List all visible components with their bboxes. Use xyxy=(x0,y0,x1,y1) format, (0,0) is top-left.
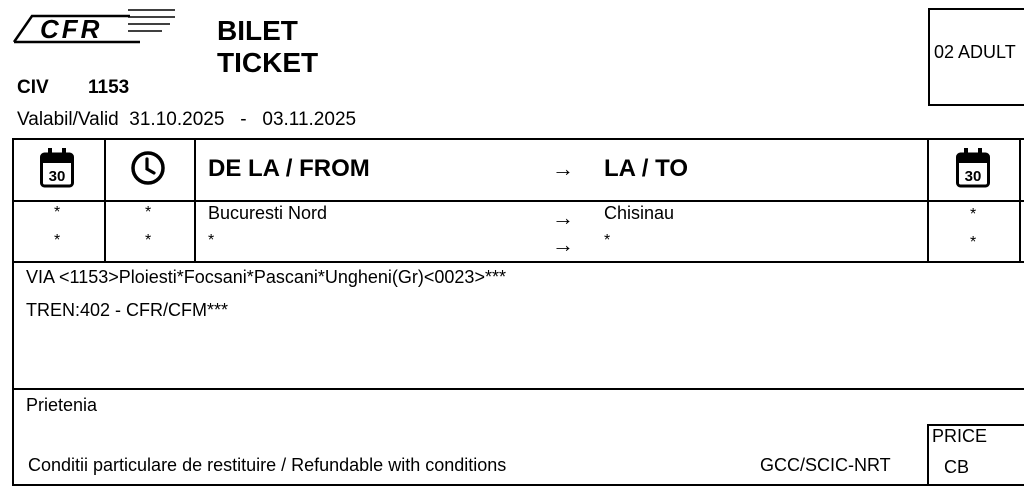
row1-date: * xyxy=(54,204,61,221)
row2-to: * xyxy=(604,232,611,249)
row2-date: * xyxy=(54,232,61,249)
row1-time: * xyxy=(145,204,152,221)
ticket-title-ro: BILET xyxy=(217,15,298,46)
arrow-icon: → xyxy=(552,205,574,230)
route-via: VIA <1153>Ploiesti*Focsani*Pascani*Ungheni(Gr)<0023>*** xyxy=(26,267,506,287)
row1-to: Chisinau xyxy=(604,203,675,223)
calendar-icon xyxy=(956,148,990,188)
row2-time: * xyxy=(145,232,152,249)
gcc-code: GCC/SCIC-NRT xyxy=(760,455,891,475)
offer-name: Prietenia xyxy=(26,395,98,415)
from-header: DE LA / FROM xyxy=(208,155,370,182)
price-label: PRICE xyxy=(932,426,988,446)
row1-date2: * xyxy=(970,206,977,223)
direction-arrow-icon: → xyxy=(552,156,574,181)
to-header: LA / TO xyxy=(604,155,688,182)
arrow-icon: → xyxy=(552,232,574,257)
clock-icon xyxy=(130,150,166,186)
row2-from: * xyxy=(208,232,215,249)
civ-label: CIV xyxy=(17,77,49,98)
svg-text:30: 30 xyxy=(48,168,66,185)
route-train: TREN:402 - CFR/CFM*** xyxy=(26,300,229,320)
svg-text:30: 30 xyxy=(964,168,982,185)
logo-text: CFR xyxy=(40,14,103,44)
cfr-logo xyxy=(10,4,180,46)
validity-period: Valabil/Valid 31.10.2025 - 03.11.2025 xyxy=(17,109,357,130)
passenger-count: 02 ADULT xyxy=(934,42,1016,62)
row2-date2: * xyxy=(970,234,977,251)
price-value: CB xyxy=(944,457,970,477)
ticket-title-en: TICKET xyxy=(217,47,319,78)
row1-from: Bucuresti Nord xyxy=(208,203,328,223)
civ-code: 1153 xyxy=(88,77,130,98)
refund-conditions: Conditii particulare de restituire / Refundable with conditions xyxy=(28,455,507,475)
ticket-grid xyxy=(12,138,1024,486)
calendar-icon xyxy=(40,148,74,188)
